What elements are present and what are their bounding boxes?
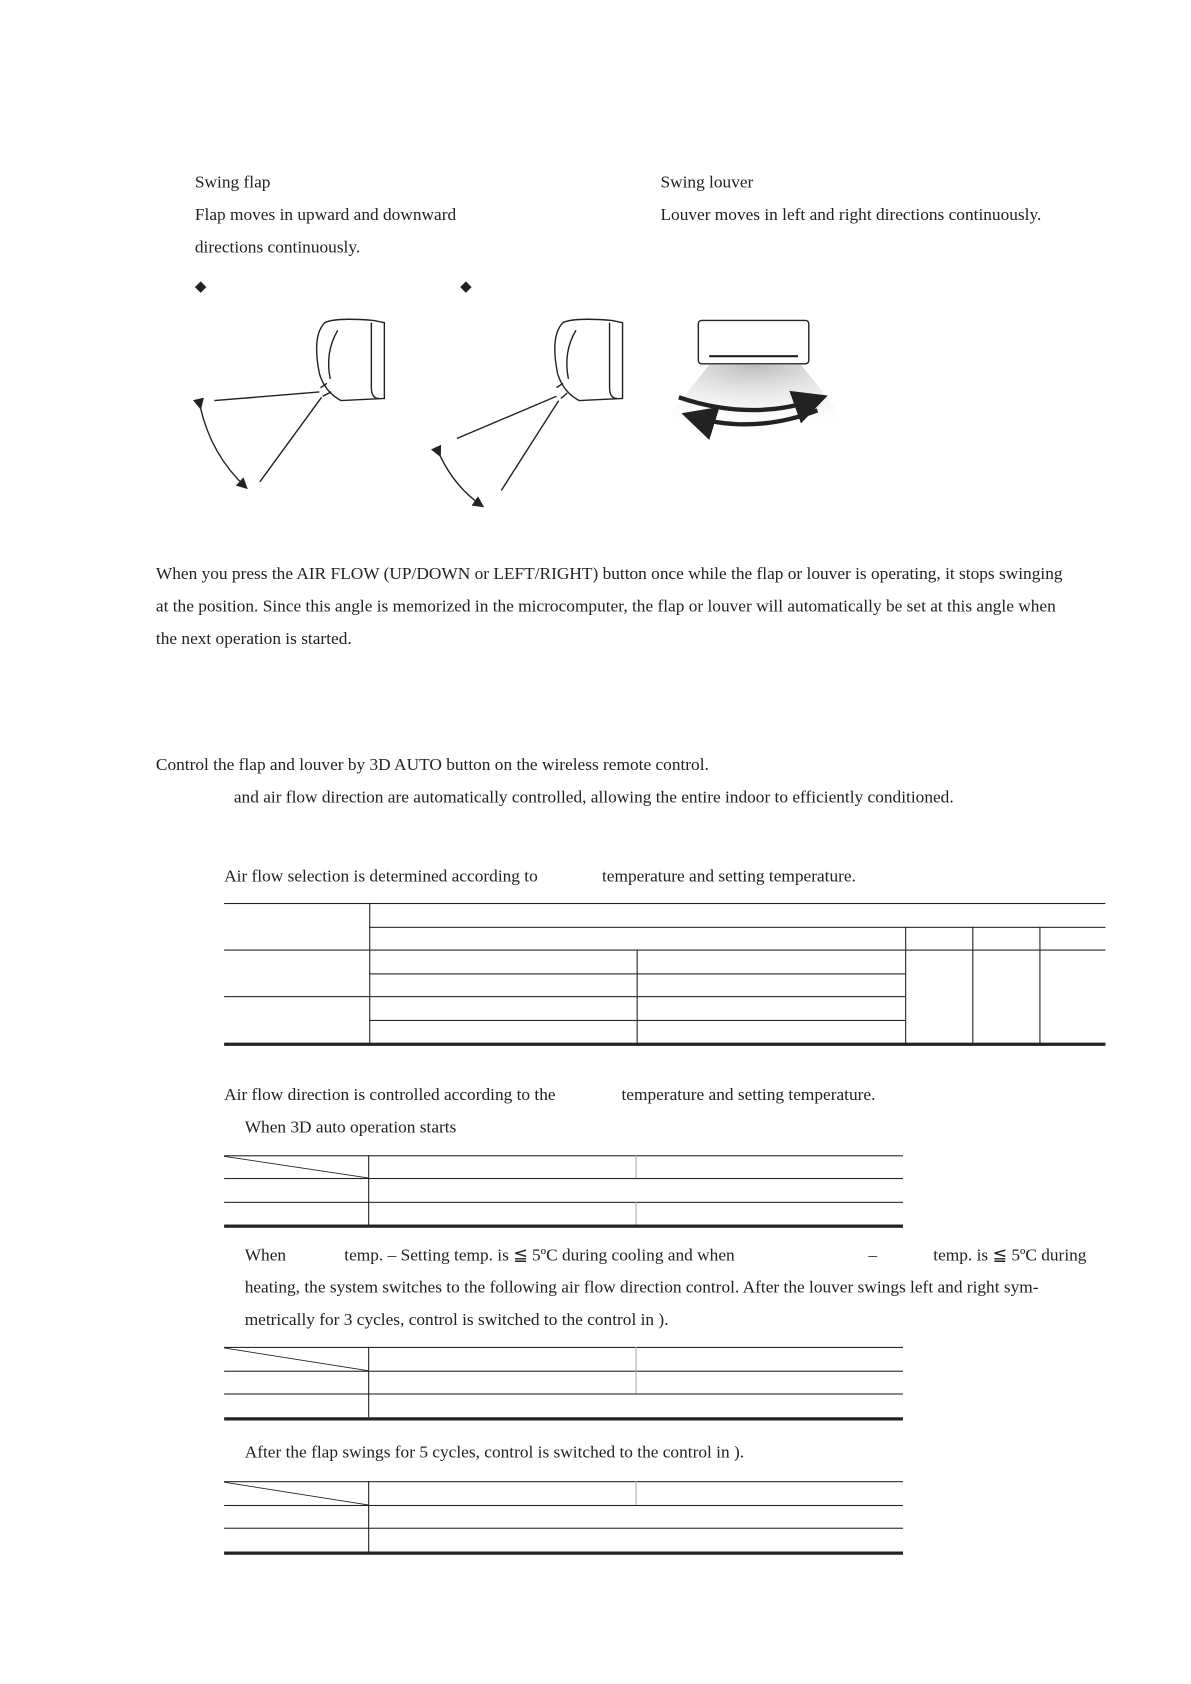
bullet-diamond-icon: ◆ — [194, 279, 207, 296]
swing-louver-title: Swing louver — [660, 173, 754, 192]
air-flow-para-1: When you press the AIR FLOW (UP/DOWN or LEFT/RIGHT) button once while the flap or louver is operating, it stops swinging — [155, 565, 1063, 584]
air-flow-para-2: at the position. Since this angle is memorized in the microcomputer, the flap or louver will automatically be set at this angle when — [155, 597, 1056, 617]
bullet-diamond-icon: ◆ — [460, 279, 472, 296]
after-flap-text: After the flap swings for 5 cycles, control is switched to the control in ). — [244, 1443, 745, 1462]
condition-line3: metrically for 3 cycles, control is switched to the control in ). — [244, 1311, 669, 1330]
auto-para-1: Control the flap and louver by 3D AUTO button on the wireless remote control. — [155, 755, 709, 775]
direction-text-a: Air flow direction is controlled according to the — [224, 1085, 556, 1105]
condition-line1-d: temp. is ≦ 5ºC during — [933, 1246, 1087, 1265]
condition-line2: heating, the system switches to the following air flow direction control. After the louver swings left and right sym- — [244, 1278, 1039, 1298]
swing-louver-desc: Louver moves in left and right directions continuously. — [660, 205, 1042, 225]
condition-line1-a: When — [244, 1246, 287, 1265]
swing-flap-desc-2: directions continuously. — [194, 238, 361, 257]
selection-text-a: Air flow selection is determined according to — [224, 867, 538, 886]
auto-para-2: and air flow direction are automatically controlled, allowing the entire indoor to efficiently conditioned. — [233, 788, 954, 807]
air-flow-para-3: the next operation is started. — [155, 630, 352, 649]
direction-text-b: temperature and setting temperature. — [621, 1085, 876, 1105]
selection-text-b: temperature and setting temperature. — [601, 867, 856, 886]
condition-line1-c: – — [868, 1246, 877, 1265]
condition-line1-b: temp. – Setting temp. is ≦ 5ºC during cooling and when — [344, 1246, 735, 1265]
swing-flap-title: Swing flap — [194, 173, 271, 192]
swing-flap-desc-1: Flap moves in upward and downward — [194, 205, 457, 225]
direction-sub1: When 3D auto operation starts — [244, 1118, 457, 1137]
